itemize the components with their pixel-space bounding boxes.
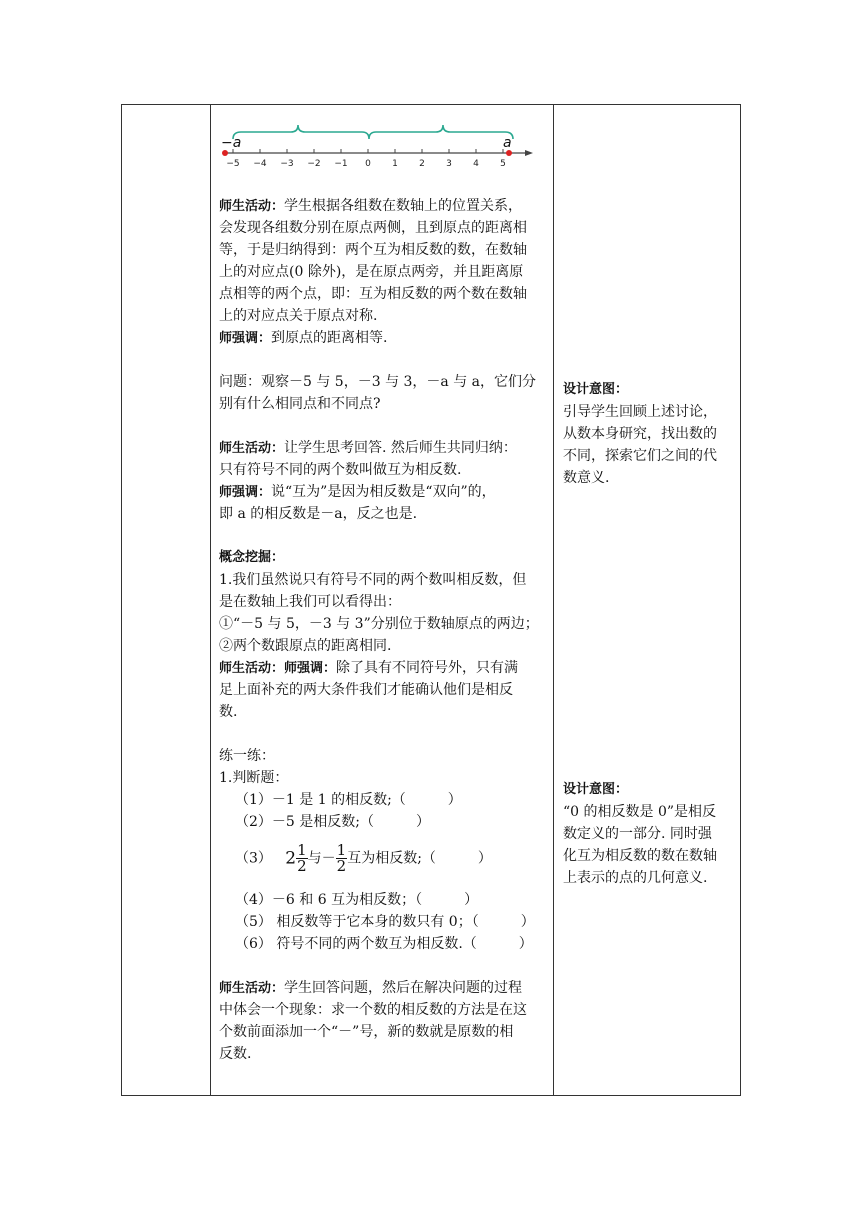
design2-line2: 数定义的一部分. 同时强 [563,826,712,842]
concept-line2: 是在数轴上我们可以看得出： [219,594,401,610]
design2-line3: 化互为相反数的数在数轴 [563,848,717,864]
practice-title: 练一练： [219,748,275,764]
left-empty-cell [122,105,211,1096]
tick-label: 2 [419,159,425,169]
p2-line: 师强调：到原点的距离相等. [219,330,388,346]
p6-line2: 中体会一个现象：求一个数的相反数的方法是在这 [219,1002,527,1018]
concept-line4: ②两个数跟原点的距离相同. [219,638,392,654]
a-label: a [503,135,512,151]
tick-label: 3 [446,159,452,169]
design1-line3: 不同，探索它们之间的代 [563,448,717,464]
design1-line2: 从数本身研究，找出数的 [563,426,717,442]
tick-label: 0 [365,159,371,169]
p1-line5: 点相等的两个点，即：互为相反数的两个数在数轴 [219,286,527,302]
p6-line4: 反数. [219,1046,252,1062]
practice-item-4: （4）－6 和 6 互为相反数；（ ） [235,892,479,908]
practice-sub: 1.判断题： [219,770,289,786]
design1-line4: 数意义. [563,470,610,486]
question-line1: 问题：观察－5 与 5，－3 与 3，－a 与 a，它们分 [219,374,537,390]
number-line-figure [221,113,551,173]
design2-line4: 上表示的点的几何意义. [563,870,708,886]
concept-line1: 1.我们虽然说只有符号不同的两个数叫相反数，但 [219,572,527,588]
p1-line1: 师生活动：学生根据各组数在数轴上的位置关系， [219,198,523,214]
question-line2: 别有什么相同点和不同点? [219,396,381,412]
design-cell [554,105,741,1096]
concept-line3: ①“－5 与 5，－3 与 3”分别位于数轴原点的两边； [219,616,539,632]
p4-line1: 师强调：说“互为”是因为相反数是“双向”的， [219,484,496,500]
p6-line1: 师生活动：学生回答问题，然后在解决问题的过程 [219,980,523,996]
p5-line2: 足上面补充的两大条件我们才能确认他们是相反 [219,682,513,698]
tick-label: −4 [253,159,267,169]
tick-label: −3 [280,159,294,169]
practice-item-1: （1）－1 是 1 的相反数;（ ） [235,792,462,808]
fraction-1: $\frac{1}{2}$ [297,841,307,875]
design2-title: 设计意图： [563,782,629,797]
tick-label: 5 [500,159,506,169]
practice-item-2: （2）－5 是相反数;（ ） [235,814,430,830]
p1-line2: 会发现各组数分别在原点两侧，且到原点的距离相 [219,220,527,236]
p5-line1: 师生活动：师强调：除了具有不同符号外，只有满 [219,660,519,676]
tick-label: −1 [334,159,348,169]
tick-label: −5 [226,159,240,169]
fraction-2: $\frac{1}{2}$ [336,841,347,875]
p1-line3: 等，于是归纳得到：两个互为相反数的数，在数轴 [219,242,527,258]
p5-line3: 数. [219,704,238,720]
tick-label: 4 [473,159,479,169]
p3-line1: 师生活动：让学生思考回答. 然后师生共同归纳： [219,440,517,456]
activity-cell [211,105,554,1096]
tick-label: 1 [392,159,398,169]
tick-label: −2 [307,159,321,169]
lesson-table [121,104,741,1096]
design1-line1: 引导学生回顾上述讨论， [563,404,717,420]
practice-item-5: （5） 相反数等于它本身的数只有 0；（ ） [235,914,535,930]
practice-item-6: （6） 符号不同的两个数互为相反数.（ ） [235,936,533,952]
p4-line2: 即 a 的相反数是－a，反之也是. [219,506,418,522]
neg-a-label: −a [221,135,242,151]
design2-line1: “0 的相反数是 0”是相反 [563,804,717,820]
p1-line4: 上的对应点(0 除外)，是在原点两旁，并且距离原 [219,264,524,280]
p1-line6: 上的对应点关于原点对称. [219,308,378,324]
p3-line2: 只有符号不同的两个数叫做互为相反数. [219,462,462,478]
p6-line3: 个数前面添加一个“－”号，新的数就是原数的相 [219,1024,514,1040]
practice-item-3: （3） 2 $\frac{1}{2}$ 与－ $\frac{1}{2}$ 互为相反数;（ ） [235,841,492,875]
concept-title: 概念挖掘： [219,550,285,565]
design1-title: 设计意图： [563,382,629,397]
